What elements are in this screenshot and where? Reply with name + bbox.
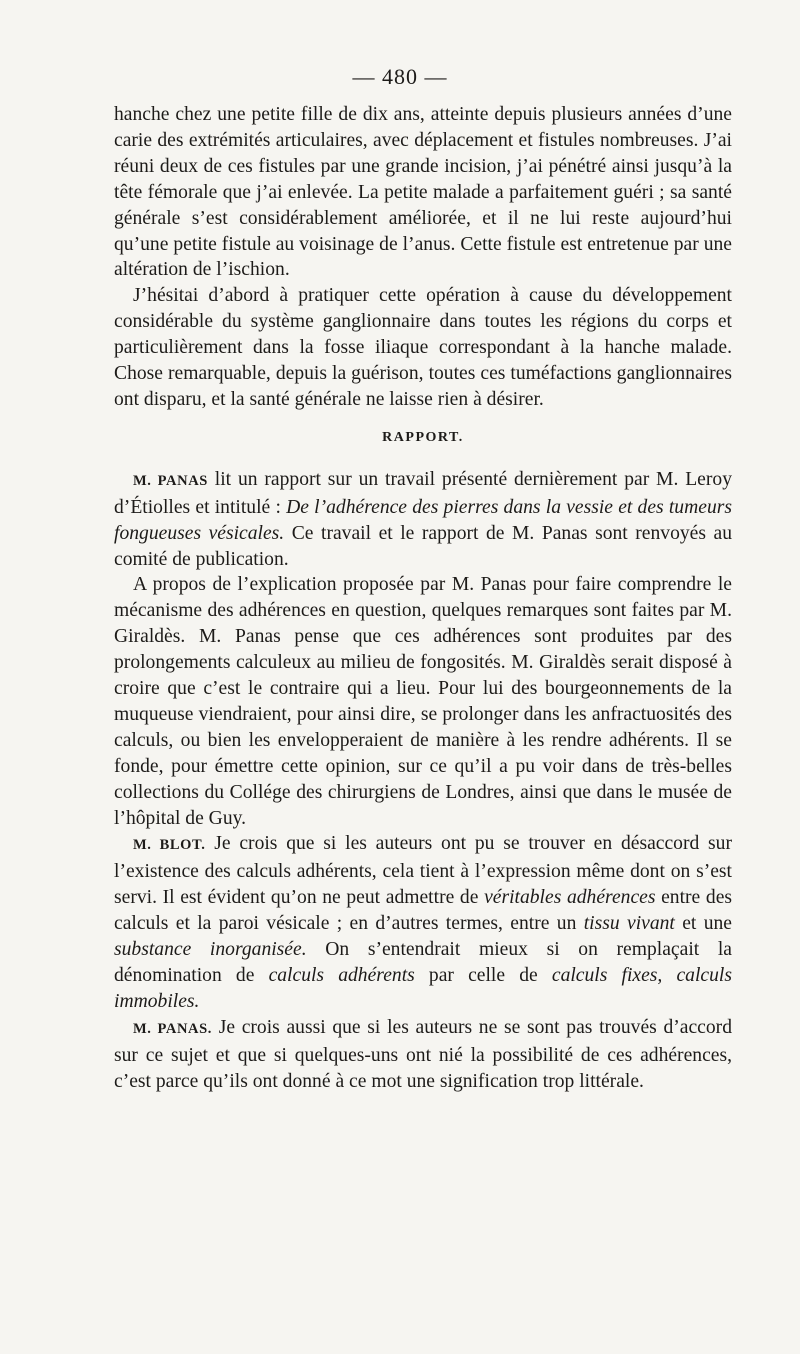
blot-text: Je crois que si les auteurs ont pu se trouver en désaccord sur l’existence des calculs adhérents, cela tient à l’expression même dont on s’est servi. Il est évident qu’on ne peut admettre de: [114, 833, 732, 909]
speaker-name: M. BLOT.: [133, 837, 206, 854]
paragraph-hanche: hanche chez une petite fille de dix ans, atteinte depuis plusieurs années d’une carie des extrémités articulaires, avec déplacement et fistules nombreuses. J’ai réuni deux de ces fistules par une grande incision, j’ai pénétré ainsi jusqu’à la tête fémorale que j’ai enlevée. La petite malade a parfaitement guéri ; sa santé générale s’est considérablement améliorée, et il ne lui reste aujourd’hui qu’une petite fistule au voisinage de l’anus. Cette fistule est entretenue par une altération de l’ischion.: [114, 104, 732, 281]
section-heading: RAPPORT.: [382, 429, 464, 445]
emphasis: calculs fixes, calculs immobiles.: [114, 965, 732, 1012]
blot-text: et une: [674, 913, 732, 935]
speaker-name: M. PANAS: [133, 472, 208, 489]
blot-text: entre des calculs et la paroi vésicale ; en d’autres termes, entre un: [114, 887, 733, 935]
blot-text: On s’entendrait mieux si on remplaçait la dénomination de: [114, 939, 732, 986]
rapport-text: Ce travail et le rapport de M. Panas sont renvoyés au comité de publication.: [114, 522, 732, 570]
paragraph-hesitai: J’hésitai d’abord à pratiquer cette opération à cause du développement considérable du système ganglionnaire dans toutes les régions du corps et particulièrement dans la fosse iliaque correspondant à la hanche malade. Chose remarquable, depuis la guérison, toutes ces tuméfactions ganglionnaires ont disparu, et la santé générale ne laisse rien à désirer.: [114, 285, 732, 410]
paragraph-discussion: A propos de l’explication proposée par M. Panas pour faire comprendre le mécanisme des adhérences en question, quelques remarques sont faites par M. Giraldès. M. Panas pense que ces adhérences sont produites par des prolongements calculeux au milieu de fongosités. M. Giraldès serait disposé à croire que c’est le contraire qui a lieu. Pour lui des bourgeonnements de la muqueuse viendraient, pour ainsi dire, se prolonger dans les anfractuosités des calculs, ou bien les envelopperaient de manière à les rendre adhérents. Il se fonde, pour émettre cette opinion, sur ce qu’il a pu voir dans de très-belles collections du Collége des chirurgiens de Londres, ainsi que dans le musée de l’hôpital de Guy.: [114, 574, 732, 829]
blot-text: par celle de: [414, 965, 552, 986]
paragraph-panas-reply: [114, 1015, 732, 1095]
emphasis: véritables adhérences: [484, 887, 656, 909]
emphasis: calculs adhérents: [268, 965, 415, 986]
rapport-text: lit un rapport sur un travail présenté dernièrement par M. Leroy d’Étiolles et intitulé :: [114, 468, 732, 518]
emphasis: substance inorganisée.: [114, 939, 307, 961]
reply-text: Je crois aussi que si les auteurs ne se sont pas trouvés d’accord sur ce sujet et que si quelques-uns ont nié la possibilité de ces adhérences, c’est parce qu’ils ont donné à ce mot une signification trop littérale.: [114, 1016, 732, 1092]
text-column: [114, 102, 732, 1095]
paragraph-blot: [114, 831, 732, 1014]
page-number: — 480 —: [352, 64, 448, 89]
paragraph-rapport: [114, 467, 732, 573]
speaker-name: M. PANAS.: [133, 1020, 213, 1037]
emphasis: tissu vivant: [583, 913, 675, 935]
work-title: De l’adhérence des pierres dans la vessie et des tumeurs fongueuses vésicales.: [114, 496, 732, 544]
